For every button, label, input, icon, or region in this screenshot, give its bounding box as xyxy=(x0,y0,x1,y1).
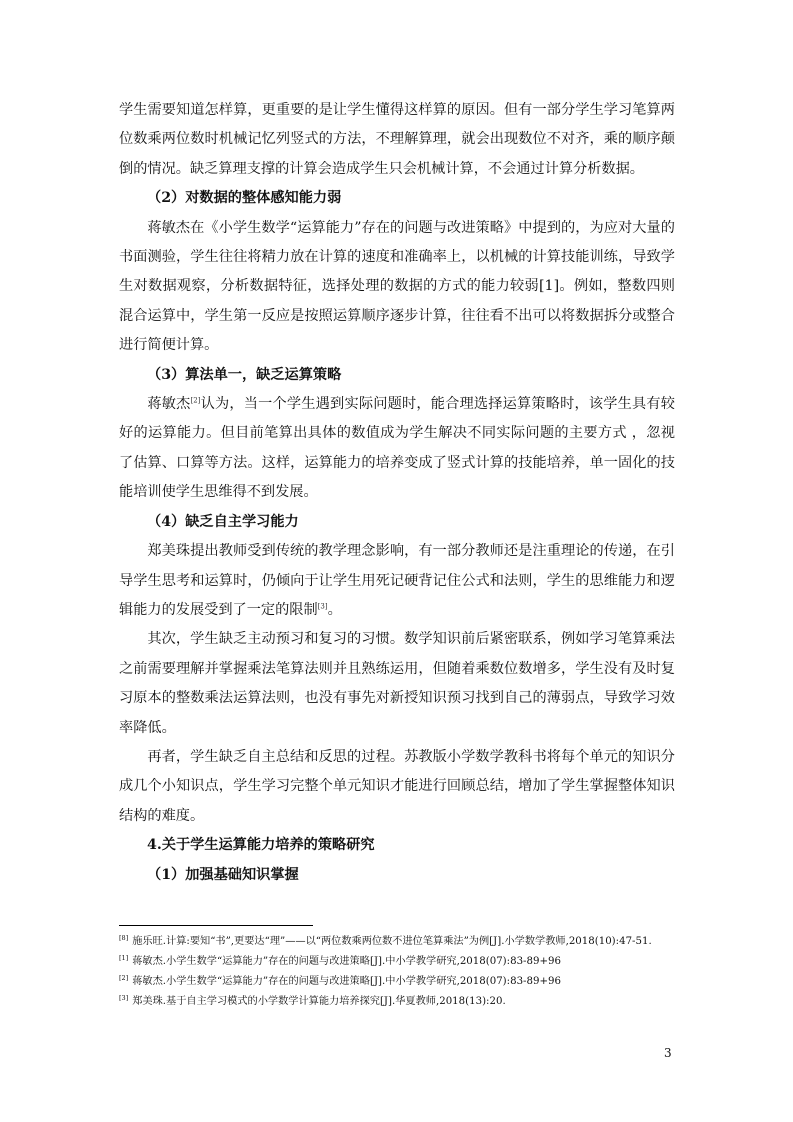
footnote-8 xyxy=(119,932,675,952)
paragraph-2: 蒋敏杰在《小学生数学“运算能力”存在的问题与改进策略》中提到的，为应对大量的书面测验，学生往往将精力放在计算的速度和准确率上，以机械的计算技能训练，导致学生对数据观察，分析数据特征，选择处理的数据的方式的能力较弱[1]。例如，整数四则混合运算中，学生第一反应是按照运算顺序逐步计算，往往看不出可以将数据拆分或整合进行简便计算。 xyxy=(119,219,675,354)
footnote-text: 郑美珠.基于自主学习模式的小学数学计算能力培养探究[J].华夏教师,2018(13):20. xyxy=(132,996,506,1007)
paragraph-4-start: 郑美珠提出教师受到传统的教学理念影响，有一部分教师还是注重理论的传递，在引导学生思考和运算时，仍倾向于让学生用死记硬背记住公式和法则，学生的思维能力和逻辑能力的发展受到了一定的限制 xyxy=(119,543,675,618)
footnote-mark: [3] xyxy=(119,993,129,1002)
footnote-3 xyxy=(119,992,675,1012)
heading-self-learning: （4）缺乏自主学习能力 xyxy=(147,513,299,530)
paragraph-3 xyxy=(119,390,675,508)
footnote-mark: [8] xyxy=(119,933,129,942)
footnote-text: 蒋敏杰.小学生数学“运算能力”存在的问题与改进策略[J].中小学教学研究,2018(07):83-89+96 xyxy=(132,956,561,967)
footnote-mark: [2] xyxy=(119,973,129,982)
footnote-text: 施乐旺.计算:要知“书”,更要达“理”——以“两位数乘两位数不进位笔算乘法”为例[J].小学数学教师,2018(10):47-51. xyxy=(132,936,652,947)
paragraph-5: 其次，学生缺乏主动预习和复习的习惯。数学知识前后紧密联系，例如学习笔算乘法之前需要理解并掌握乘法笔算法则并且熟练运用，但随着乘数位数增多，学生没有及时复习原本的整数乘法运算法则，也没有事先对新授知识预习找到自己的薄弱点，导致学习效率降低。 xyxy=(119,631,675,736)
heading-single-algorithm: （3）算法单一，缺乏运算策略 xyxy=(147,366,342,383)
page-body xyxy=(119,96,675,890)
heading-section-4: 4.关于学生运算能力培养的策略研究 xyxy=(147,837,375,854)
footnote-1 xyxy=(119,952,675,972)
citation-2: [2] xyxy=(190,396,201,405)
page-number: 3 xyxy=(664,1046,672,1060)
paragraph-1: 学生需要知道怎样算，更重要的是让学生懂得这样算的原因。但有一部分学生学习笔算两位数乘两位数时机械记忆列竖式的方法，不理解算理，就会出现数位不对齐，乘的顺序颠倒的情况。缺乏算理支撑的计算会造成学生只会机械计算，不会通过计算分析数据。 xyxy=(119,102,675,177)
footnote-2 xyxy=(119,972,675,992)
paragraph-6: 再者，学生缺乏自主总结和反思的过程。苏教版小学数学教科书将每个单元的知识分成几个小知识点，学生学习完整个单元知识才能进行回顾总结，增加了学生掌握整体知识结构的难度。 xyxy=(119,748,675,824)
footnote-text: 蒋敏杰.小学生数学“运算能力”存在的问题与改进策略[J].中小学教学研究,2018(07):83-89+96 xyxy=(132,976,561,987)
citation-3: [3] xyxy=(317,602,328,611)
paragraph-3-rest: 认为，当一个学生遇到实际问题时，能合理选择运算策略时，该学生具有较好的运算能力。但目前笔算出具体的数值成为学生解决不同实际问题的主要方式 ，忽视了估算、口算等方法。这样，运算能力的培养变成了竖式计算的技能培养，单一固化的技能培训使学生思维得不到发展。 xyxy=(119,396,675,501)
paragraph-4 xyxy=(119,537,675,625)
paragraph-3-start: 蒋敏杰 xyxy=(147,396,191,413)
footnote-mark: [1] xyxy=(119,953,129,962)
heading-basic-knowledge: （1）加强基础知识掌握 xyxy=(147,866,299,883)
footnotes xyxy=(119,932,675,1012)
footnote-separator xyxy=(119,925,313,926)
heading-data-perception: （2）对数据的整体感知能力弱 xyxy=(147,190,342,207)
paragraph-4-rest: 。 xyxy=(327,601,342,618)
